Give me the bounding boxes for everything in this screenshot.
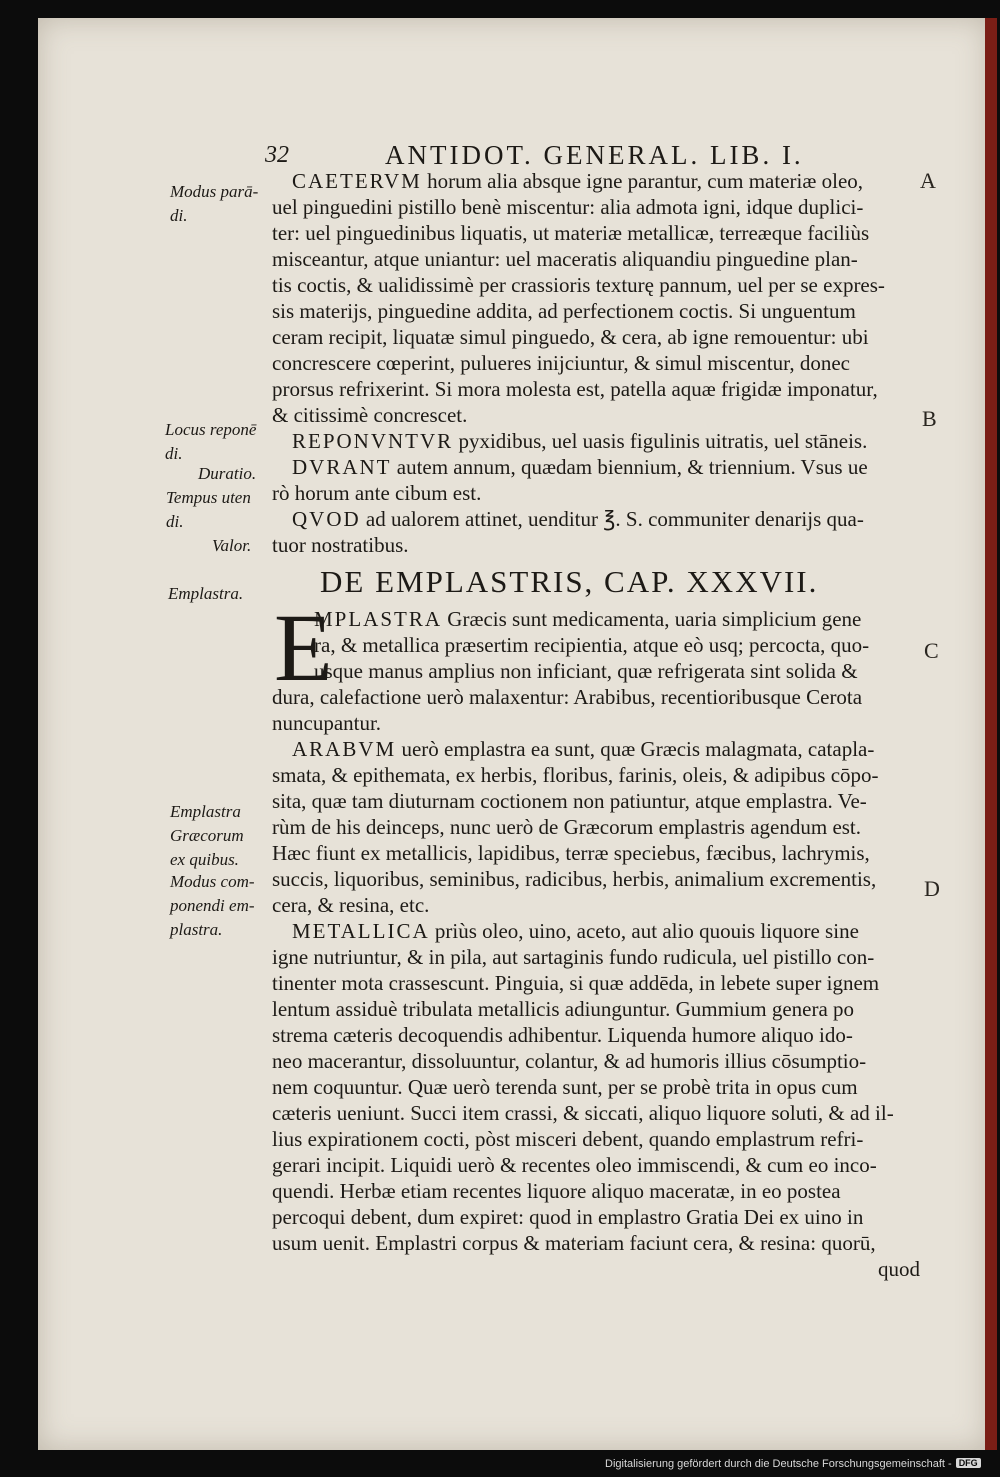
text-line [272, 918, 920, 944]
body-text [272, 168, 920, 1282]
marginal-line: Græcorum [170, 826, 244, 845]
text-line: ter: uel pinguedinibus liquatis, ut materiæ metallicæ, terreæque faciliùs [272, 221, 870, 245]
text-run: autem annum, quædam biennium, & triennium. Vsus ue [391, 455, 868, 479]
lead-word: MPLASTRA [314, 607, 443, 631]
text-line: cæteris ueniunt. Succi item crassi, & siccati, aliquo liquore soluti, & ad il- [272, 1101, 894, 1125]
page-number: 32 [265, 142, 289, 168]
text-line: tinenter mota crassescunt. Pinguia, si quæ addēda, in lebete super ignem [272, 971, 880, 995]
book-edge [985, 18, 997, 1450]
marginal-locus-reponendi [165, 418, 256, 466]
lead-word: REPONVNTVR [292, 429, 454, 453]
marginal-line: plastra. [170, 920, 223, 939]
text-line: igne nutriuntur, & in pila, aut sartaginis fundo rudicula, uel pistillo con- [272, 945, 875, 969]
text-line: nuncupantur. [272, 711, 382, 735]
lead-word: CAETERVM [292, 169, 422, 193]
text-line: rùm de his deinceps, nunc uerò de Græcorum emplastris agendum est. [272, 815, 862, 839]
text-line [272, 454, 920, 480]
marginal-modus-parandi [170, 180, 258, 228]
marginal-valor: Valor. [212, 536, 252, 555]
chapter-heading: DE EMPLASTRIS, CAP. XXXVII. [320, 564, 819, 599]
dropcap-paragraph [272, 594, 920, 710]
text-line: percoqui debent, dum expiret: quod in emplastro Gratia Dei ex uino in [272, 1205, 864, 1229]
text-line [272, 606, 920, 632]
marginal-duratio: Duratio. [198, 464, 257, 483]
text-line [272, 428, 920, 454]
text-line: neo macerantur, dissoluuntur, colantur, & ad humoris illius cōsumptio- [272, 1049, 867, 1073]
lead-word: ARABVM [292, 737, 397, 761]
marginal-line: Tempus uten [166, 488, 251, 507]
marginal-line: Locus reponē [165, 420, 257, 439]
section-letter-b: B [922, 406, 937, 431]
section-letter-d: D [924, 876, 940, 901]
marginal-line: di. [166, 512, 184, 531]
text-run: Græcis sunt medicamenta, uaria simplicium gene [442, 607, 862, 631]
text-line: gerari incipit. Liquidi uerò & recentes oleo immiscendi, & cum eo inco- [272, 1153, 877, 1177]
marginal-emplastra-graecorum [170, 800, 244, 872]
text-line: ceram recipit, liquatæ simul pinguedo, & cera, ab igne remouentur: ubi [272, 325, 869, 349]
lead-word: QVOD [292, 507, 361, 531]
text-line: succis, liquoribus, seminibus, radicibus, herbis, animalium excrementis, [272, 867, 877, 891]
text-line: misceantur, atque uniantur: uel maceratis aliquandiu pinguedine plan- [272, 247, 858, 271]
marginal-line: di. [165, 444, 183, 463]
drop-cap: E [274, 594, 333, 701]
credit-text: Digitalisierung gefördert durch die Deutsche Forschungsgemeinschaft - [605, 1458, 952, 1470]
marginal-line: ponendi em- [170, 896, 255, 915]
text-run: ad ualorem attinet, uenditur ℥. S. communiter denarijs qua- [360, 507, 864, 531]
text-line: prorsus refrixerint. Si mora molesta est, patella aquæ frigidæ imponatur, [272, 377, 878, 401]
text-line [272, 168, 920, 194]
text-line: nem coquuntur. Quæ uerò terenda sunt, per se probè trita in opus cum [272, 1075, 858, 1099]
marginal-modus-componendi [170, 870, 255, 942]
text-line: uel pinguedini pistillo benè miscentur: alia admota igni, idque duplici- [272, 195, 864, 219]
text-run: uerò emplastra ea sunt, quæ Græcis malagmata, catapla- [396, 737, 875, 761]
text-run: pyxidibus, uel uasis figulinis uitratis, uel stāneis. [453, 429, 868, 453]
marginal-line: di. [170, 206, 188, 225]
text-line: Hæc fiunt ex metallicis, lapidibus, terræ speciebus, fæcibus, lachrymis, [272, 841, 870, 865]
text-line [272, 736, 920, 762]
text-run: priùs oleo, uino, aceto, aut alio quouis liquore sine [429, 919, 859, 943]
digitization-credit [605, 1458, 981, 1470]
text-line: sis materijs, pinguedine addita, ad perfectionem coctis. Si unguentum [272, 299, 856, 323]
catchword: quod [878, 1257, 920, 1281]
text-line: strema cæteris decoquendis adhibentur. Liquenda humore aliquo ido- [272, 1023, 853, 1047]
dfg-logo: DFG [956, 1458, 981, 1468]
text-line: tis coctis, & ualidissimè per crassioris texturę pannum, uel per se expres- [272, 273, 885, 297]
section-letter-a: A [920, 168, 936, 193]
section-letter-c: C [924, 638, 939, 663]
marginal-line: Modus com- [170, 872, 255, 891]
text-line: ra, & metallica præsertim recipientia, atque eò usq; percocta, quo- [314, 633, 870, 657]
text-line: smata, & epithemata, ex herbis, floribus, farinis, oleis, & adipibus cōpo- [272, 763, 879, 787]
lead-word: METALLICA [292, 919, 430, 943]
text-line [272, 506, 920, 532]
text-line: cera, & resina, etc. [272, 893, 430, 917]
marginal-line: Modus parā- [170, 182, 259, 201]
text-line: quendi. Herbæ etiam recentes liquore aliquo maceratæ, in eo postea [272, 1179, 841, 1203]
text-line: lentum assiduè tribulata metallicis adiunguntur. Gummium genera po [272, 997, 855, 1021]
marginal-tempus-utendi [166, 486, 251, 534]
marginal-emplastra: Emplastra. [168, 584, 244, 603]
text-line: tuor nostratibus. [272, 533, 409, 557]
text-line: sita, quæ tam diuturnam coctionem non patiuntur, atque emplastra. Ve- [272, 789, 867, 813]
marginal-line: Emplastra [170, 802, 241, 821]
text-line: usum uenit. Emplastri corpus & materiam faciunt cera, & resina: quorū, [272, 1231, 876, 1255]
lead-word: DVRANT [292, 455, 392, 479]
text-run: horum alia absque igne parantur, cum materiæ oleo, [421, 169, 864, 193]
text-line: lius expirationem cocti, pòst misceri debent, quando emplastrum refri- [272, 1127, 864, 1151]
running-head: ANTIDOT. GENERAL. LIB. I. [385, 140, 804, 170]
text-line: dura, calefactione uerò malaxentur: Arabibus, recentioribusque Cerota [272, 685, 863, 709]
text-line: rò horum ante cibum est. [272, 481, 482, 505]
text-line: & citissimè concrescet. [272, 403, 468, 427]
marginal-line: ex quibus. [170, 850, 239, 869]
text-line: usque manus amplius non inficiant, quæ refrigerata sint solida & [314, 659, 858, 683]
text-line: concrescere cœperint, pulueres inijciuntur, & simul miscentur, donec [272, 351, 850, 375]
